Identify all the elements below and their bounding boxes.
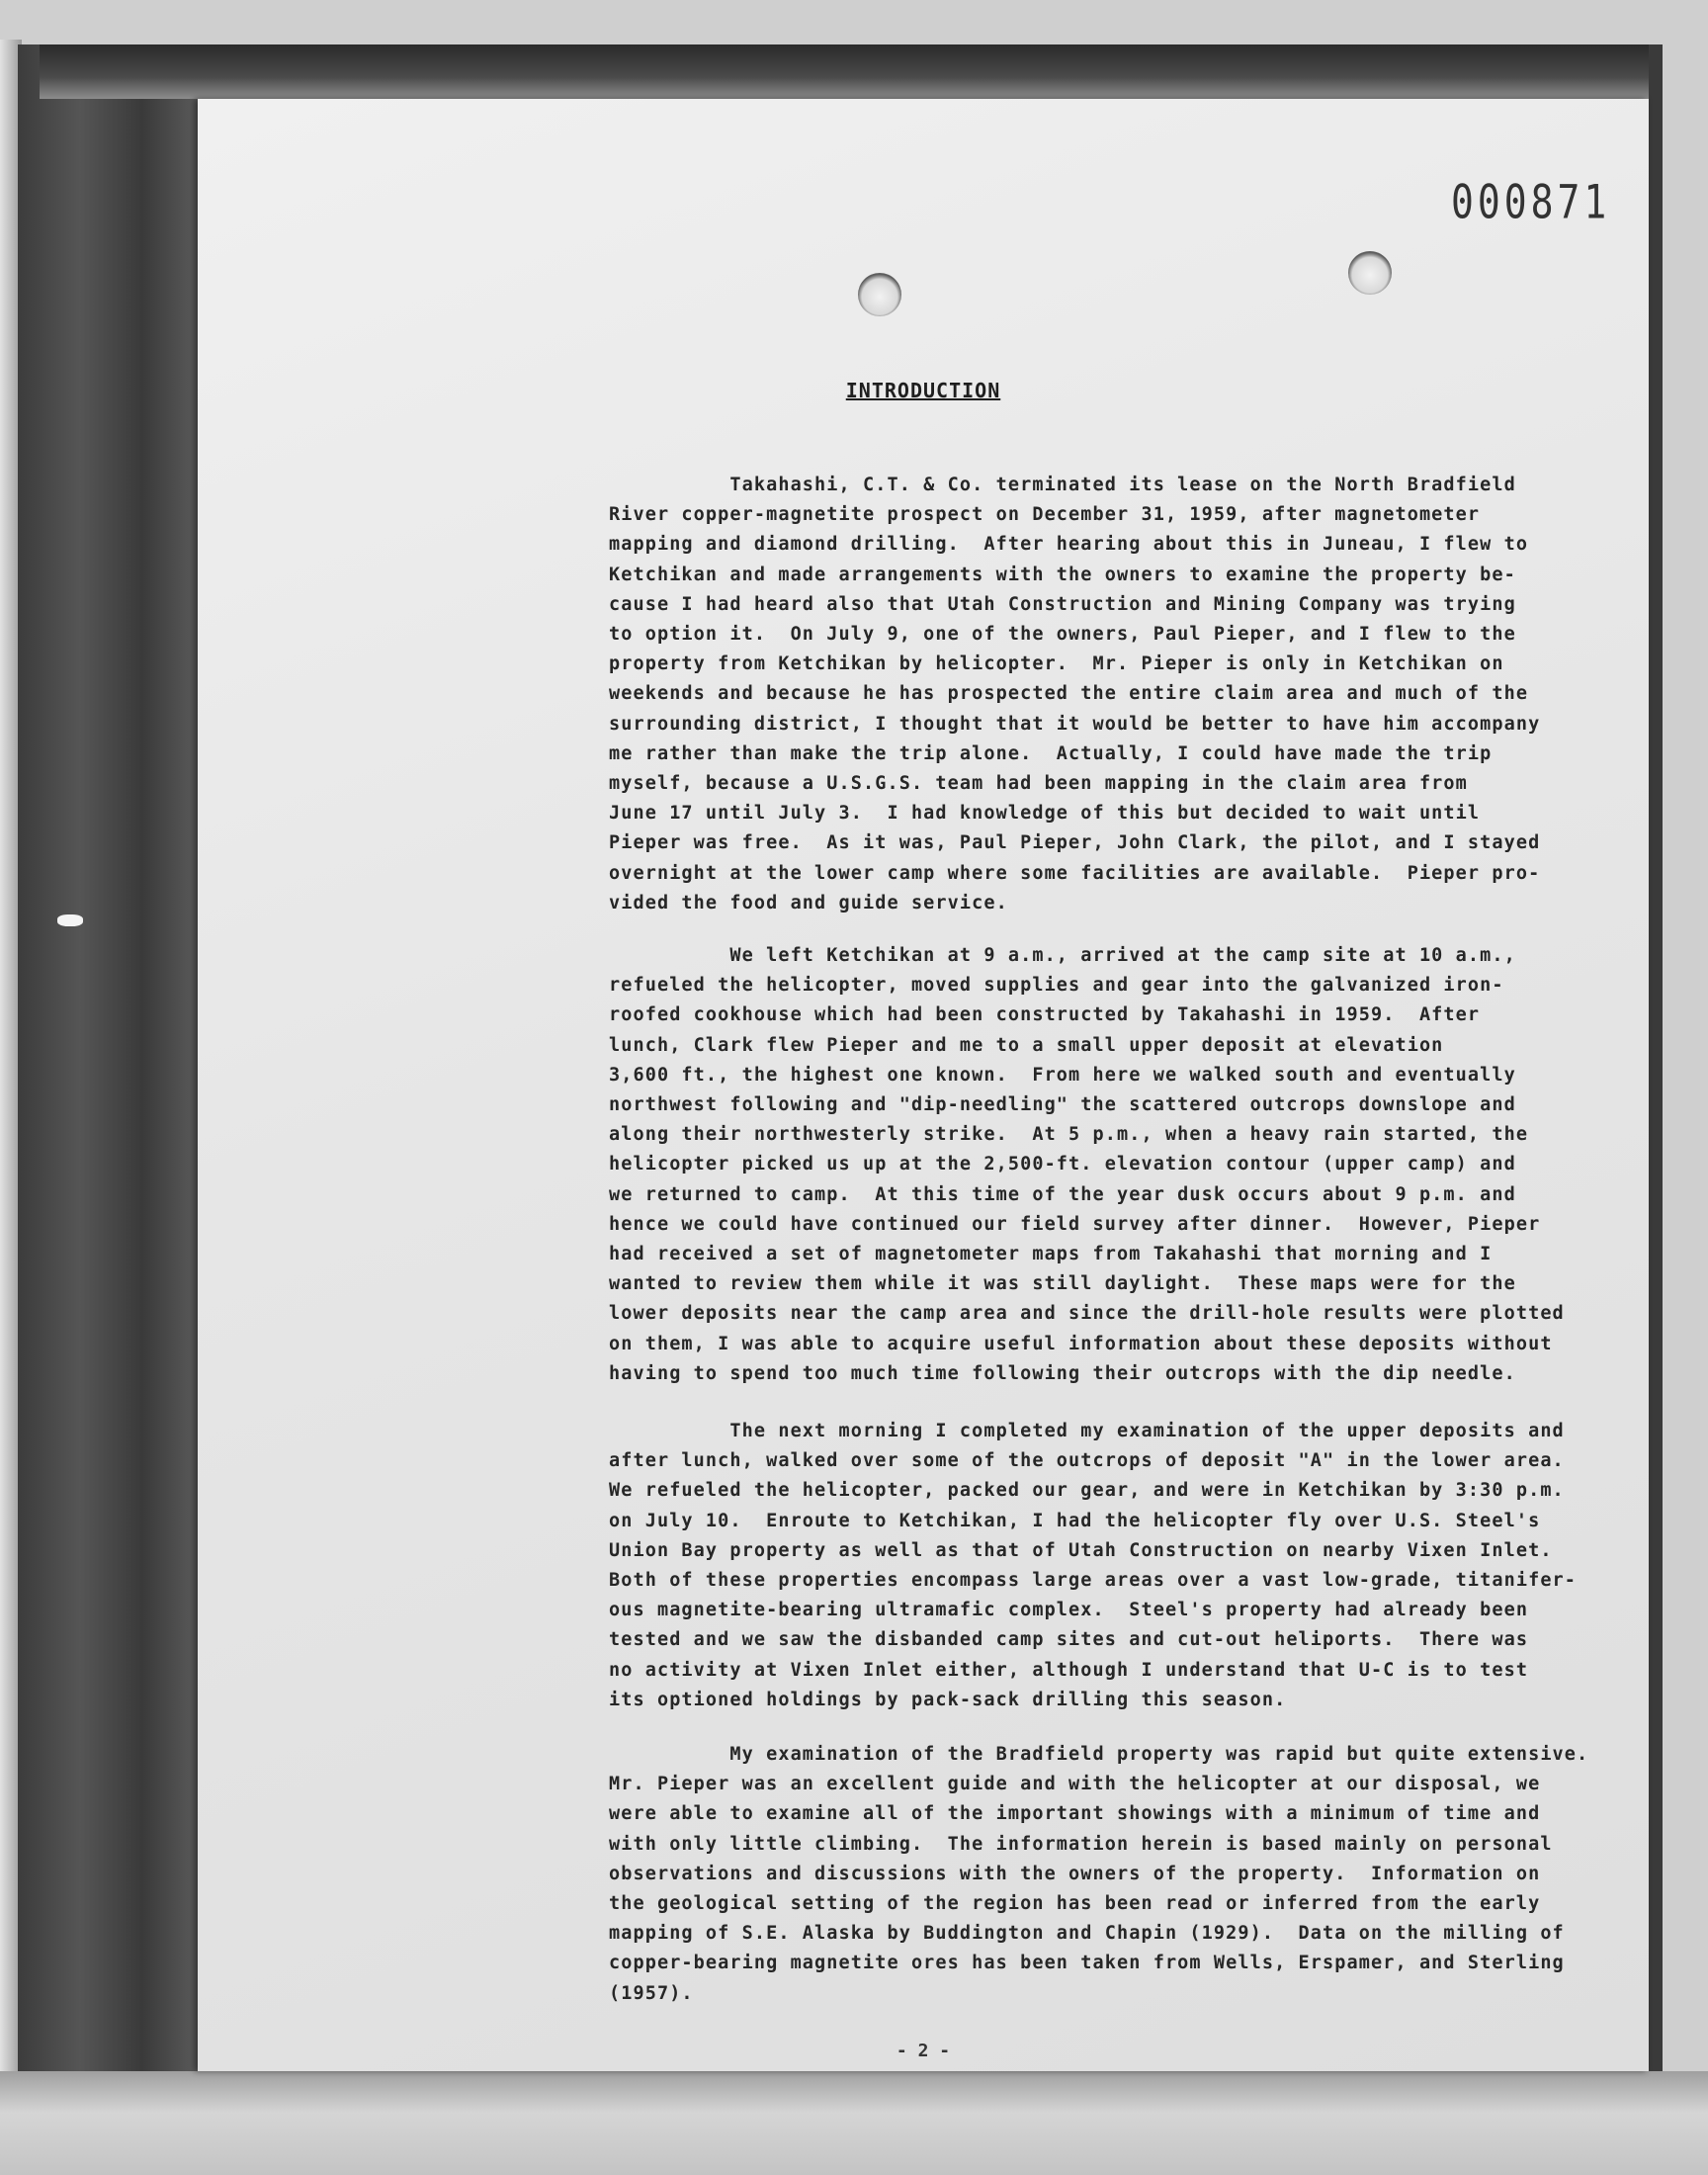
paragraph-line: copper-bearing magnetite ores has been taken from Wells, Erspamer, and Sterling xyxy=(609,1953,1565,1974)
paragraph-line: weekends and because he has prospected the entire claim area and much of the xyxy=(609,683,1529,705)
paragraph-line: vided the food and guide service. xyxy=(609,892,1008,914)
paragraph-line: on July 10. Enroute to Ketchikan, I had the helicopter fly over U.S. Steel's xyxy=(609,1510,1541,1531)
paragraph-line: with only little climbing. The information herein is based mainly on personal xyxy=(609,1833,1553,1855)
paragraph-line: cause I had heard also that Utah Construction and Mining Company was trying xyxy=(609,593,1516,615)
paragraph-line: we returned to camp. At this time of the year dusk occurs about 9 p.m. and xyxy=(609,1183,1516,1205)
paragraph xyxy=(609,941,1708,1389)
paragraph xyxy=(609,1417,1708,1715)
paragraph-line: helicopter picked us up at the 2,500-ft. elevation contour (upper camp) and xyxy=(609,1154,1516,1175)
paragraph-line: observations and discussions with the owners of the property. Information on xyxy=(609,1863,1541,1884)
paragraph-line: My examination of the Bradfield property was rapid but quite extensive. xyxy=(609,1744,1589,1765)
paragraph-line: had received a set of magnetometer maps from Takahashi that morning and I xyxy=(609,1244,1493,1265)
scan-top-shadow xyxy=(40,44,1649,99)
paragraph-line: on them, I was able to acquire useful information about these deposits without xyxy=(609,1333,1553,1354)
paragraph-line: River copper-magnetite prospect on December 31, 1959, after magnetometer xyxy=(609,504,1481,526)
paragraph-line: to option it. On July 9, one of the owners, Paul Pieper, and I flew to the xyxy=(609,624,1516,646)
paragraph-line: refueled the helicopter, moved supplies and gear into the galvanized iron- xyxy=(609,975,1504,997)
paragraph-line: no activity at Vixen Inlet either, although I understand that U-C is to test xyxy=(609,1659,1529,1681)
document-page xyxy=(198,99,1649,2071)
paragraph-line: were able to examine all of the important showings with a minimum of time and xyxy=(609,1803,1541,1825)
paragraph-line: 3,600 ft., the highest one known. From here we walked south and eventually xyxy=(609,1064,1516,1086)
paragraph-line: lunch, Clark flew Pieper and me to a small upper deposit at elevation xyxy=(609,1034,1444,1056)
paragraph-line: ous magnetite-bearing ultramafic complex. Steel's property had already been xyxy=(609,1600,1529,1621)
document-title: INTRODUCTION xyxy=(845,379,1001,402)
paragraph-line: Ketchikan and made arrangements with the owners to examine the property be- xyxy=(609,564,1516,585)
paragraph-line: overnight at the lower camp where some facilities are available. Pieper pro- xyxy=(609,862,1541,884)
paragraph xyxy=(609,1740,1708,2009)
document-stamp-number: 000871 xyxy=(1451,174,1611,229)
paragraph-line: Both of these properties encompass large areas over a vast low-grade, titanifer- xyxy=(609,1570,1578,1592)
paragraph-line: its optioned holdings by pack-sack drilling this season. xyxy=(609,1689,1287,1710)
paragraph-line: hence we could have continued our field survey after dinner. However, Pieper xyxy=(609,1213,1541,1235)
paragraph-line: Pieper was free. As it was, Paul Pieper, John Clark, the pilot, and I stayed xyxy=(609,832,1541,854)
paragraph-line: lower deposits near the camp area and since the drill-hole results were plotted xyxy=(609,1303,1565,1325)
paragraph-line: me rather than make the trip alone. Actually, I could have made the trip xyxy=(609,742,1493,764)
scan-smudge xyxy=(57,914,83,926)
page-number: - 2 - xyxy=(896,2041,951,2061)
paragraph-line: The next morning I completed my examination of the upper deposits and xyxy=(609,1421,1565,1441)
paragraph-line: after lunch, walked over some of the outcrops of deposit "A" in the lower area. xyxy=(609,1450,1565,1472)
scan-binding-shadow xyxy=(18,44,225,2071)
paragraph-line: wanted to review them while it was still daylight. These maps were for the xyxy=(609,1273,1516,1295)
scan-bottom-area xyxy=(0,2071,1708,2175)
punch-hole-icon xyxy=(1348,251,1392,295)
paragraph-line: northwest following and "dip-needling" the scattered outcrops downslope and xyxy=(609,1094,1516,1116)
paragraph-line: We refueled the helicopter, packed our gear, and were in Ketchikan by 3:30 p.m. xyxy=(609,1480,1565,1502)
paragraph-line: surrounding district, I thought that it would be better to have him accompany xyxy=(609,713,1541,735)
paragraph-line: the geological setting of the region has been read or inferred from the early xyxy=(609,1893,1541,1915)
paragraph-line: Takahashi, C.T. & Co. terminated its lease on the North Bradfield xyxy=(609,475,1516,495)
paragraph-line: having to spend too much time following their outcrops with the dip needle. xyxy=(609,1362,1516,1384)
paragraph-line: along their northwesterly strike. At 5 p.m., when a heavy rain started, the xyxy=(609,1124,1529,1146)
punch-hole-icon xyxy=(858,273,901,316)
paragraph-line: myself, because a U.S.G.S. team had been mapping in the claim area from xyxy=(609,773,1468,795)
paragraph-line: mapping and diamond drilling. After hearing about this in Juneau, I flew to xyxy=(609,534,1529,556)
paragraph-line: Mr. Pieper was an excellent guide and with the helicopter at our disposal, we xyxy=(609,1774,1541,1795)
paragraph-line: roofed cookhouse which had been constructed by Takahashi in 1959. After xyxy=(609,1004,1481,1026)
paragraph-line: Union Bay property as well as that of Utah Construction on nearby Vixen Inlet. xyxy=(609,1539,1553,1561)
paragraph-line: (1957). xyxy=(609,1982,694,2004)
paragraph-line: We left Ketchikan at 9 a.m., arrived at the camp site at 10 a.m., xyxy=(609,945,1516,966)
paragraph-line: tested and we saw the disbanded camp sites and cut-out heliports. There was xyxy=(609,1629,1529,1651)
paragraph xyxy=(609,471,1708,918)
paragraph-line: June 17 until July 3. I had knowledge of this but decided to wait until xyxy=(609,803,1481,825)
paragraph-line: property from Ketchikan by helicopter. Mr. Pieper is only in Ketchikan on xyxy=(609,653,1504,675)
paragraph-line: mapping of S.E. Alaska by Buddington and Chapin (1929). Data on the milling of xyxy=(609,1923,1565,1945)
